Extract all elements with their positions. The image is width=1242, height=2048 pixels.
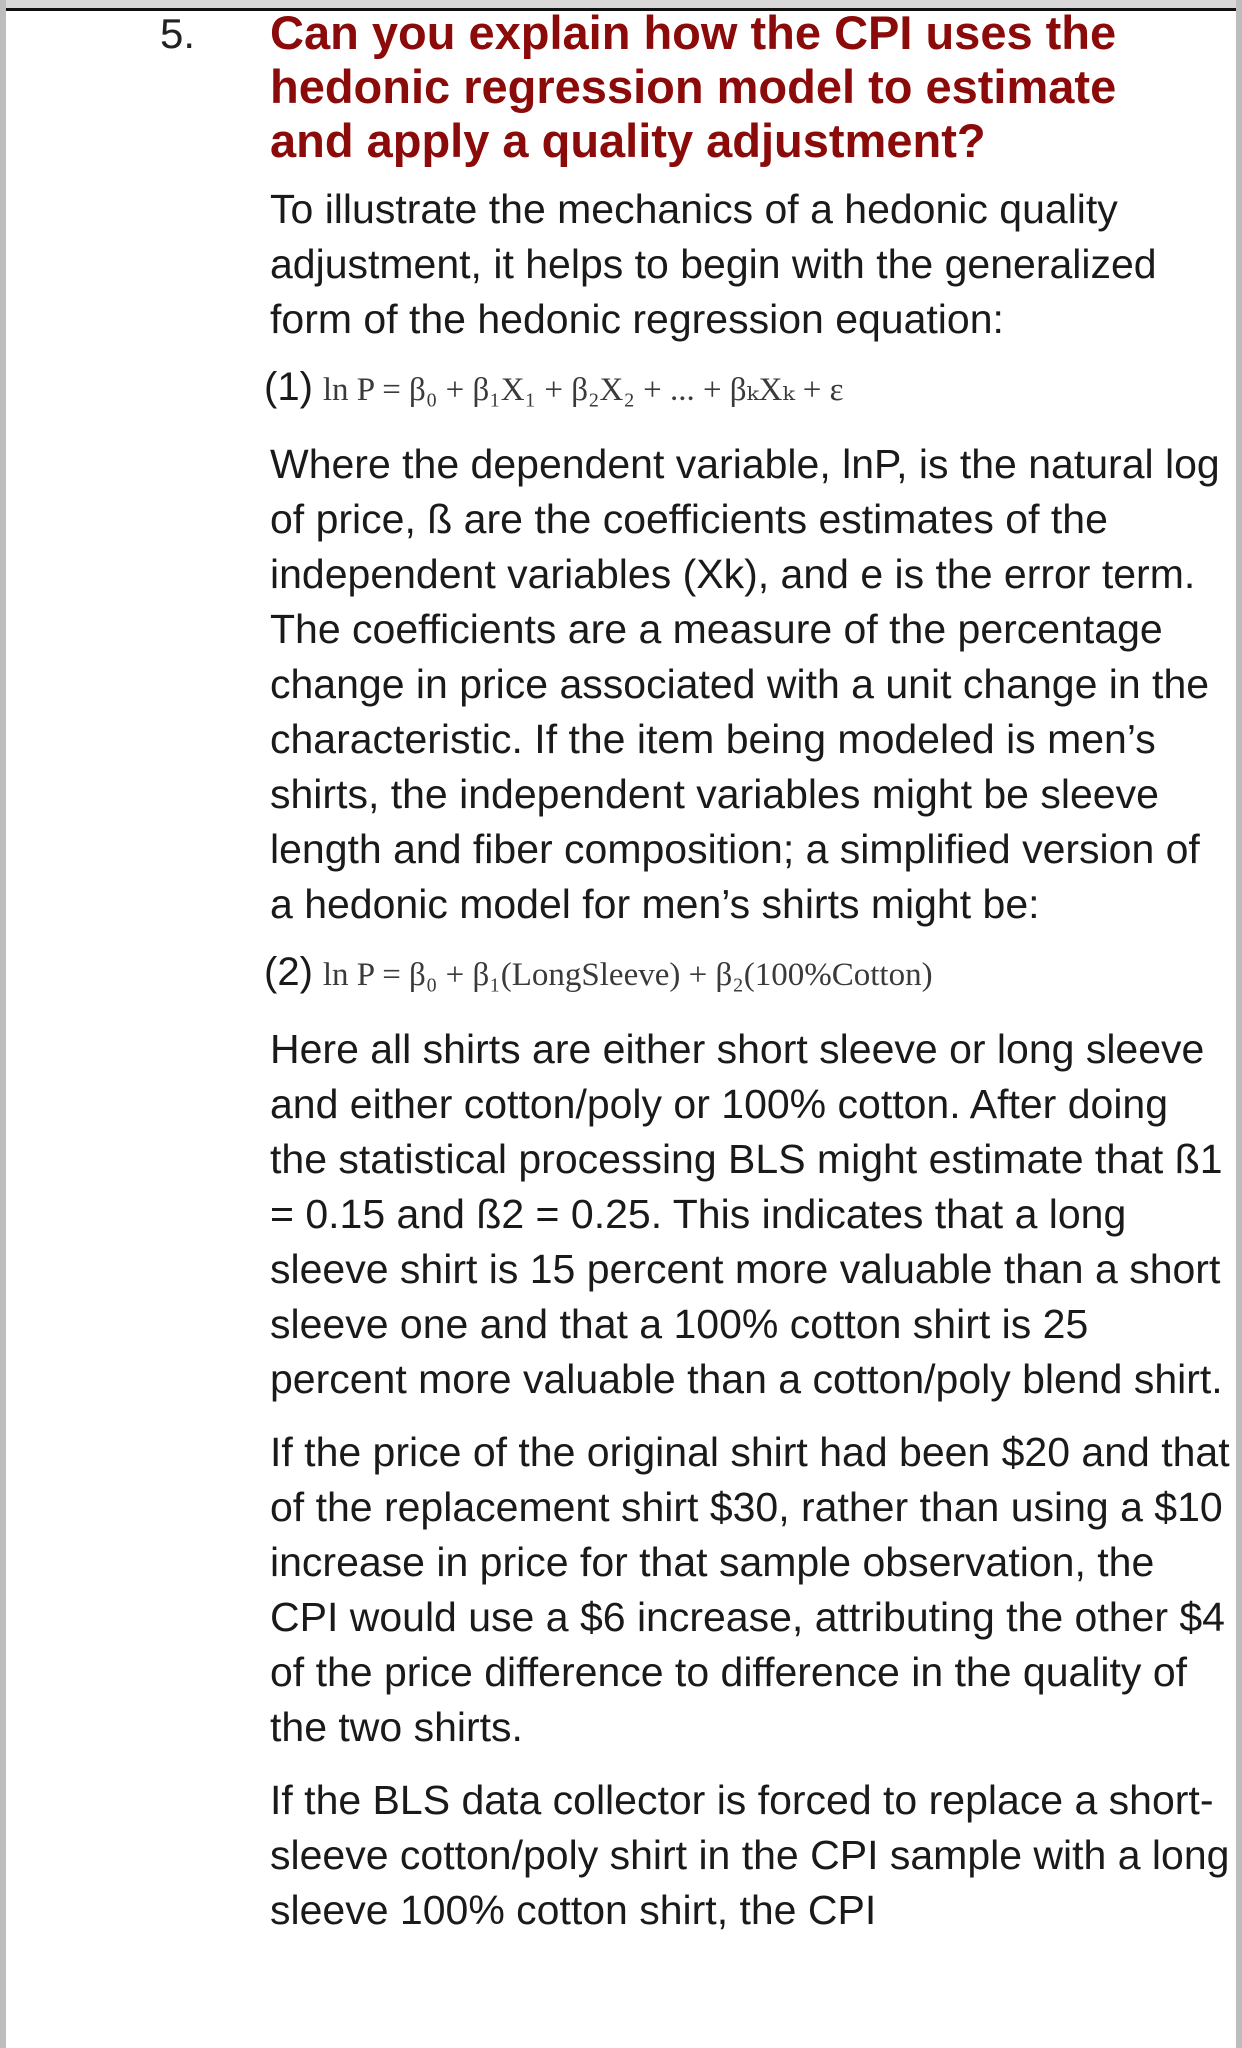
left-page-border bbox=[0, 0, 6, 2048]
equation-1 bbox=[212, 361, 1222, 419]
intro-paragraph: To illustrate the mechanics of a hedonic quality adjustment, it helps to begin with the generalized form of the hedonic regression equation: bbox=[270, 186, 1157, 342]
explanation-paragraph: Where the dependent variable, lnP, is the natural log of price, ß are the coefficients estimates of the independent variables (Xk), and e is the error term. The coefficients are a measure of the percentage change in price associated with a unit change in the characteristic. If the item being modeled is men’s shirts, the independent variables might be sleeve length and fiber composition; a simplified version of a hedonic model for men’s shirts might be: bbox=[270, 441, 1220, 927]
equation-1-number: (1) bbox=[264, 365, 313, 409]
equation-2-number: (2) bbox=[264, 950, 313, 994]
collector-paragraph: If the BLS data collector is forced to replace a short-sleeve cotton/poly shirt in the CPI sample with a long sleeve 100% cotton shirt, the CPI bbox=[270, 1777, 1230, 1933]
question-heading bbox=[160, 6, 1222, 168]
right-page-border bbox=[1236, 0, 1242, 2048]
equation-1-formula: ln P = β₀ + β₁X₁ + β₂X₂ + ... + βₖXₖ + ε bbox=[322, 372, 844, 408]
document-body bbox=[160, 6, 1230, 1938]
price-paragraph: If the price of the original shirt had been $20 and that of the replacement shirt $30, rather than using a $10 increase in price for that sample observation, the CPI would use a $6 increase, attributing the other $4 of the price difference to difference in the quality of the two shirts. bbox=[270, 1429, 1230, 1750]
equation-2 bbox=[212, 946, 1222, 1004]
question-number: 5. bbox=[160, 10, 196, 57]
question-title: Can you explain how the CPI uses the hedonic regression model to estimate and apply a quality adjustment? bbox=[270, 6, 1117, 167]
example-paragraph: Here all shirts are either short sleeve or long sleeve and either cotton/poly or 100% cotton. After doing the statistical processing BLS might estimate that ß1 = 0.15 and ß2 = 0.25. This indicates that a long sleeve shirt is 15 percent more valuable than a short sleeve one and that a 100% cotton shirt is 25 percent more valuable than a cotton/poly blend shirt. bbox=[270, 1026, 1223, 1402]
equation-2-formula: ln P = β₀ + β₁(LongSleeve) + β₂(100%Cotton) bbox=[322, 957, 933, 993]
